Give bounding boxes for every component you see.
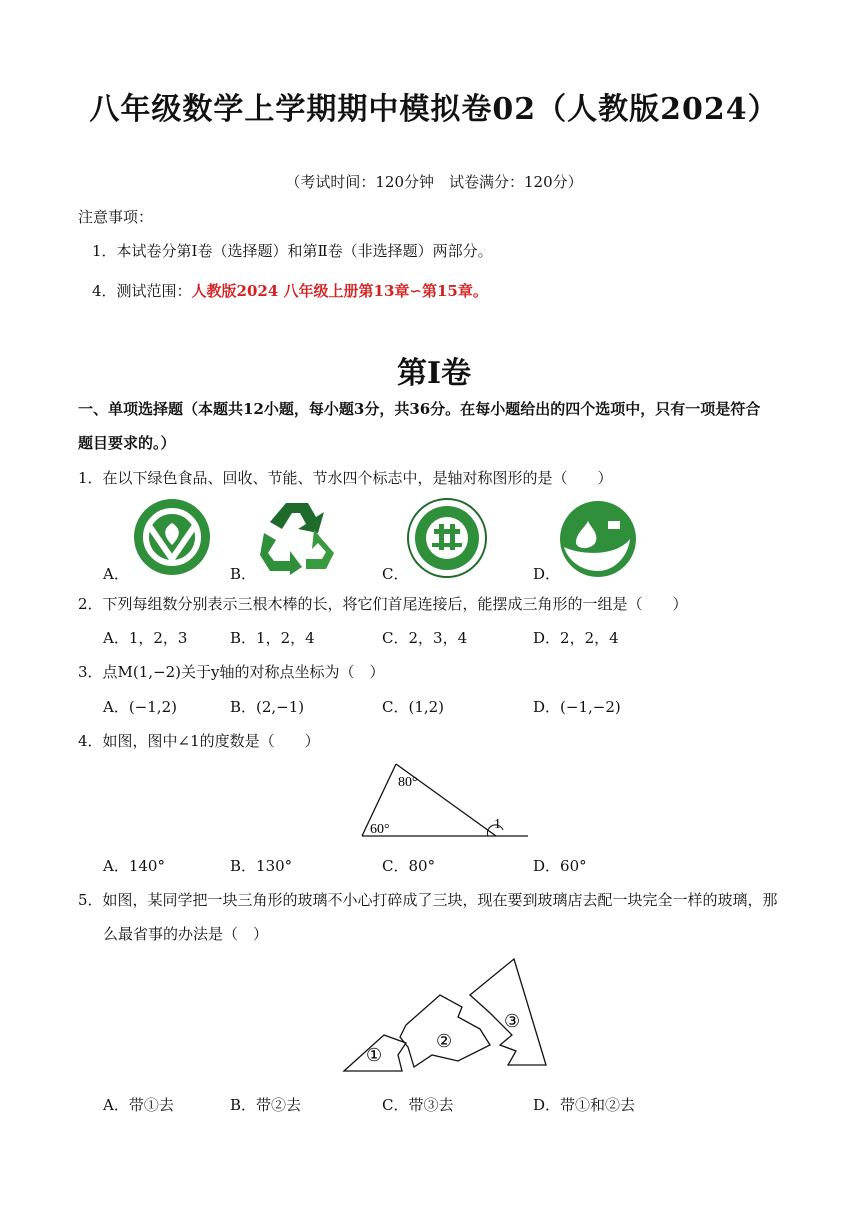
angle-label-80: 80° [398, 775, 418, 790]
question-5-stem-line1: 5．如图，某同学把一块三角形的玻璃不小心打碎成了三块，现在要到玻璃店去配一块完全一样的玻璃，那 [78, 891, 778, 909]
question-4-option-d[interactable]: D．60° [533, 857, 587, 875]
question-4-stem: 4．如图，图中∠1的度数是（ ） [78, 732, 320, 750]
piece-label-2: ② [436, 1031, 453, 1052]
angle-label-60: 60° [370, 822, 390, 837]
recycle-logo-icon [256, 497, 338, 575]
part-title: 第Ⅰ卷 [396, 356, 472, 391]
question-4-option-b[interactable]: B．130° [230, 857, 293, 875]
question-3-option-d[interactable]: D．(−1,−2) [533, 698, 621, 716]
question-1-stem: 1．在以下绿色食品、回收、节能、节水四个标志中，是轴对称图形的是（ ） [78, 469, 613, 487]
question-2-option-c[interactable]: C．2，3，4 [382, 629, 468, 647]
question-3-option-b[interactable]: B．(2,−1) [230, 698, 305, 716]
question-5-option-c[interactable]: C．带③去 [382, 1096, 454, 1114]
question-4-option-a[interactable]: A．140° [103, 857, 165, 875]
triangle-figure [356, 758, 536, 842]
question-2-stem: 2．下列每组数分别表示三根木棒的长，将它们首尾连接后，能摆成三角形的一组是（ ） [78, 595, 688, 613]
exam-info: （考试时间：120分钟 试卷满分：120分） [285, 173, 583, 191]
question-2-option-d[interactable]: D．2，2，4 [533, 629, 619, 647]
angle-label-1: 1 [494, 817, 501, 832]
question-5-option-a[interactable]: A．带①去 [103, 1096, 174, 1114]
notice-item-4-prefix: 4．测试范围： [92, 282, 192, 300]
question-1-option-b[interactable]: B． [230, 565, 257, 583]
question-3-option-c[interactable]: C．(1,2) [382, 698, 445, 716]
question-2-option-b[interactable]: B．1，2，4 [230, 629, 315, 647]
green-food-logo-icon [132, 497, 212, 577]
question-1-option-c[interactable]: C． [382, 565, 409, 583]
piece-label-1: ① [366, 1045, 383, 1066]
section-heading-line1: 一、单项选择题（本题共12小题，每小题3分，共36分。在每小题给出的四个选项中，只有一项是符合 [78, 400, 761, 418]
question-3-stem: 3．点M(1,−2)关于y轴的对称点坐标为（ ） [78, 663, 385, 681]
notice-heading: 注意事项： [78, 208, 154, 226]
page-title: 八年级数学上学期期中模拟卷02（人教版2024） [89, 92, 779, 127]
notice-item-4-scope: 人教版2024 八年级上册第13章∽第15章。 [191, 282, 488, 300]
water-saving-logo-icon [558, 499, 638, 579]
notice-item-1: 1．本试卷分第Ⅰ卷（选择题）和第Ⅱ卷（非选择题）两部分。 [92, 242, 493, 260]
question-1-option-d[interactable]: D． [533, 565, 561, 583]
broken-glass-figure [340, 955, 554, 1077]
question-5-option-d[interactable]: D．带①和②去 [533, 1096, 636, 1114]
question-2-option-a[interactable]: A．1，2，3 [103, 629, 188, 647]
notice-item-4 [92, 280, 488, 301]
section-heading-line2: 题目要求的。） [78, 434, 176, 452]
question-3-option-a[interactable]: A．(−1,2) [103, 698, 177, 716]
question-5-option-b[interactable]: B．带②去 [230, 1096, 302, 1114]
question-4-option-c[interactable]: C．80° [382, 857, 436, 875]
piece-label-3: ③ [504, 1011, 521, 1032]
energy-saving-logo-icon [406, 497, 488, 579]
question-1-option-a[interactable]: A． [103, 565, 129, 583]
question-5-stem-line2: 么最省事的办法是（ ） [103, 925, 269, 943]
